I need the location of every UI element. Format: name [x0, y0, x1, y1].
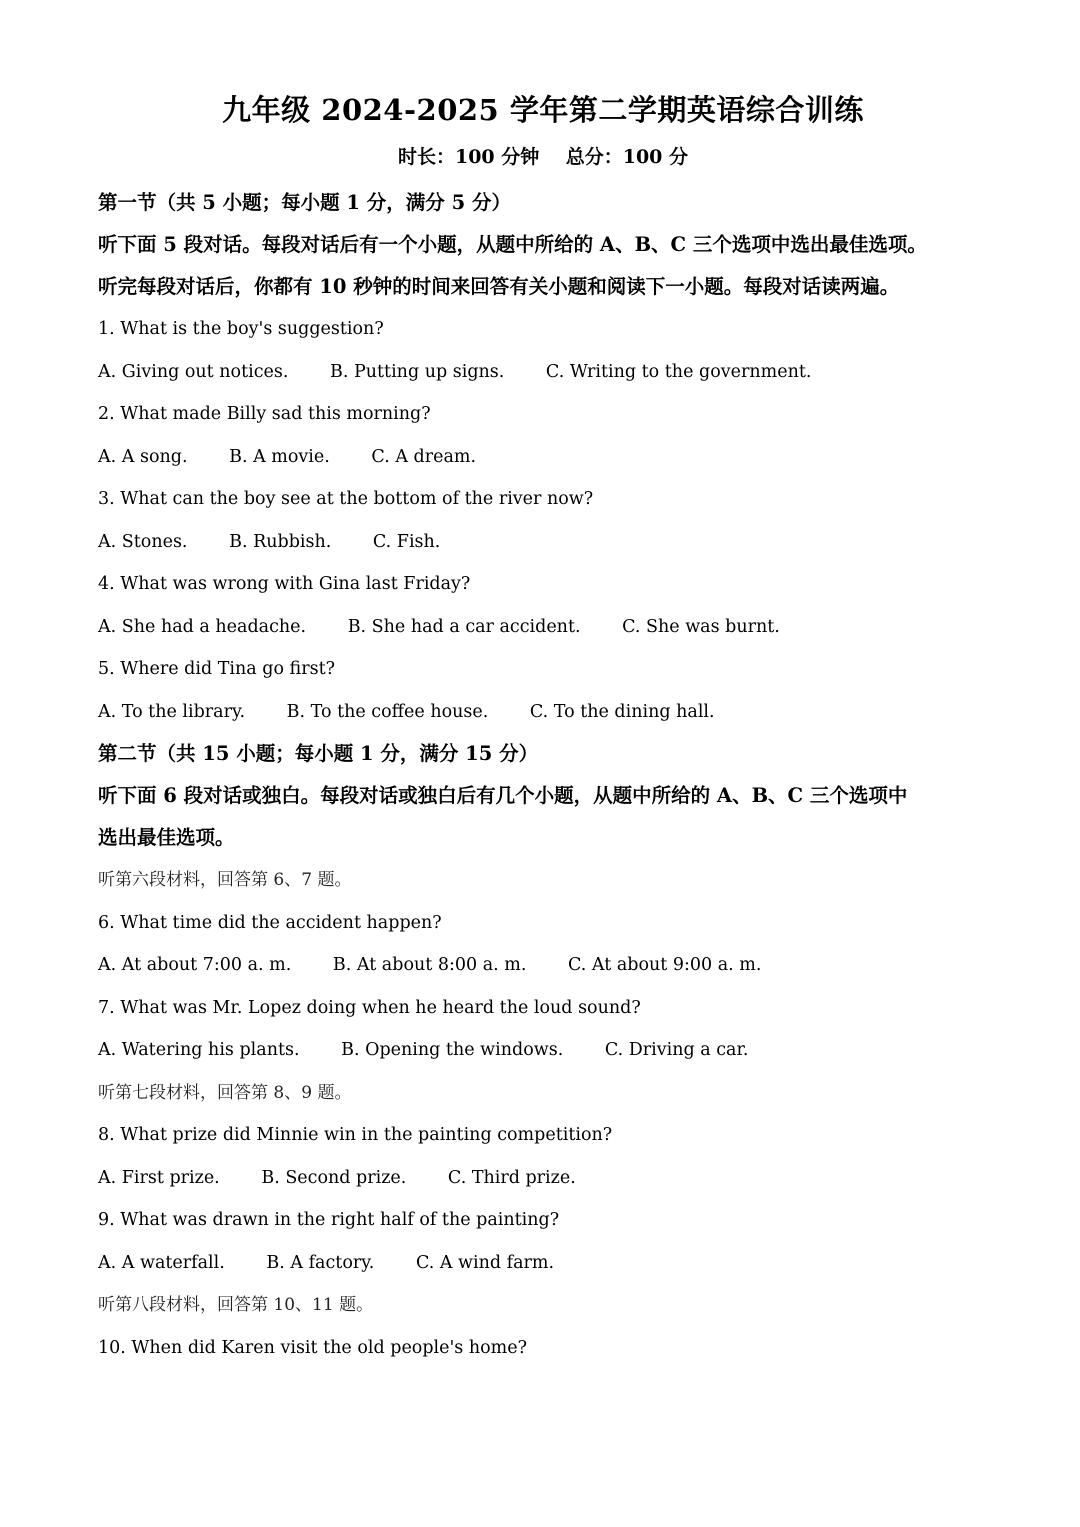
section-1-heading: 第一节（共 5 小题；每小题 1 分，满分 5 分）: [98, 191, 511, 214]
material-note-6: 听第六段材料，回答第 6、7 题。: [98, 870, 352, 890]
option-a: A. At about 7:00 a. m.: [98, 955, 292, 975]
exam-subtitle: 时长：100 分钟 总分：100 分: [397, 146, 688, 168]
option-b: B. She had a car accident.: [347, 616, 581, 637]
question-4-options: [98, 606, 988, 649]
option-a: A. She had a headache.: [98, 616, 307, 637]
option-c: C. Driving a car.: [604, 1040, 749, 1060]
option-b: B. Putting up signs.: [329, 361, 505, 382]
exam-page: [98, 88, 988, 1369]
question-1: 1. What is the boy's suggestion?: [98, 319, 384, 339]
exam-title: 九年级 2024-2025 学年第二学期英语综合训练: [222, 93, 864, 127]
question-6-options: [98, 944, 988, 987]
instruction-line: 选出最佳选项。: [98, 826, 235, 849]
question-4: 4. What was wrong with Gina last Friday?: [98, 574, 471, 594]
section-2-heading: 第二节（共 15 小题；每小题 1 分，满分 15 分）: [98, 742, 539, 765]
material-note-7: 听第七段材料，回答第 8、9 题。: [98, 1082, 352, 1103]
question-5: 5. Where did Tina go first?: [98, 659, 335, 679]
question-10: 10. When did Karen visit the old people's home?: [98, 1337, 527, 1358]
option-a: A. Giving out notices.: [98, 361, 289, 382]
question-7: 7. What was Mr. Lopez doing when he heard the loud sound?: [98, 997, 641, 1018]
option-c: C. Third prize.: [447, 1167, 576, 1188]
question-5-options: [98, 691, 988, 734]
option-a: A. A song.: [98, 446, 188, 467]
option-b: B. To the coffee house.: [286, 701, 489, 722]
question-2: 2. What made Billy sad this morning?: [98, 404, 431, 424]
instruction-line: 听下面 5 段对话。每段对话后有一个小题，从题中所给的 A、B、C 三个选项中选出最佳选项。: [98, 233, 927, 256]
section-2-instructions: [98, 775, 988, 859]
option-c: C. Writing to the government.: [545, 361, 812, 382]
option-b: B. Opening the windows.: [341, 1040, 564, 1060]
option-b: B. Second prize.: [261, 1167, 407, 1188]
option-b: B. A movie.: [229, 446, 330, 467]
option-c: C. At about 9:00 a. m.: [568, 955, 762, 975]
question-1-options: [98, 351, 988, 394]
instruction-line: 听下面 6 段对话或独白。每段对话或独白后有几个小题，从题中所给的 A、B、C 三个选项中: [98, 784, 908, 807]
question-7-options: [98, 1029, 988, 1072]
question-9-options: [98, 1242, 988, 1285]
question-3-options: [98, 521, 988, 564]
option-a: A. Watering his plants.: [98, 1040, 300, 1060]
option-a: A. Stones.: [98, 531, 188, 552]
option-b: B. At about 8:00 a. m.: [332, 955, 527, 975]
option-a: A. To the library.: [98, 701, 246, 722]
question-6: 6. What time did the accident happen?: [98, 912, 442, 933]
question-3: 3. What can the boy see at the bottom of the river now?: [98, 489, 594, 509]
option-c: C. A dream.: [371, 446, 477, 467]
question-8-options: [98, 1157, 988, 1200]
material-note-8: 听第八段材料，回答第 10、11 题。: [98, 1295, 374, 1315]
question-8: 8. What prize did Minnie win in the painting competition?: [98, 1125, 613, 1145]
option-c: C. She was burnt.: [622, 616, 780, 637]
question-9: 9. What was drawn in the right half of the painting?: [98, 1210, 560, 1230]
option-c: C. Fish.: [372, 531, 441, 552]
option-a: A. A waterfall.: [98, 1252, 225, 1273]
option-b: B. A factory.: [266, 1252, 375, 1273]
option-b: B. Rubbish.: [229, 531, 332, 552]
instruction-line: 听完每段对话后，你都有 10 秒钟的时间来回答有关小题和阅读下一小题。每段对话读两遍。: [98, 275, 900, 298]
option-c: C. A wind farm.: [415, 1252, 555, 1273]
section-1-instructions: [98, 224, 988, 308]
question-2-options: [98, 436, 988, 479]
option-a: A. First prize.: [98, 1167, 220, 1188]
option-c: C. To the dining hall.: [529, 701, 715, 722]
